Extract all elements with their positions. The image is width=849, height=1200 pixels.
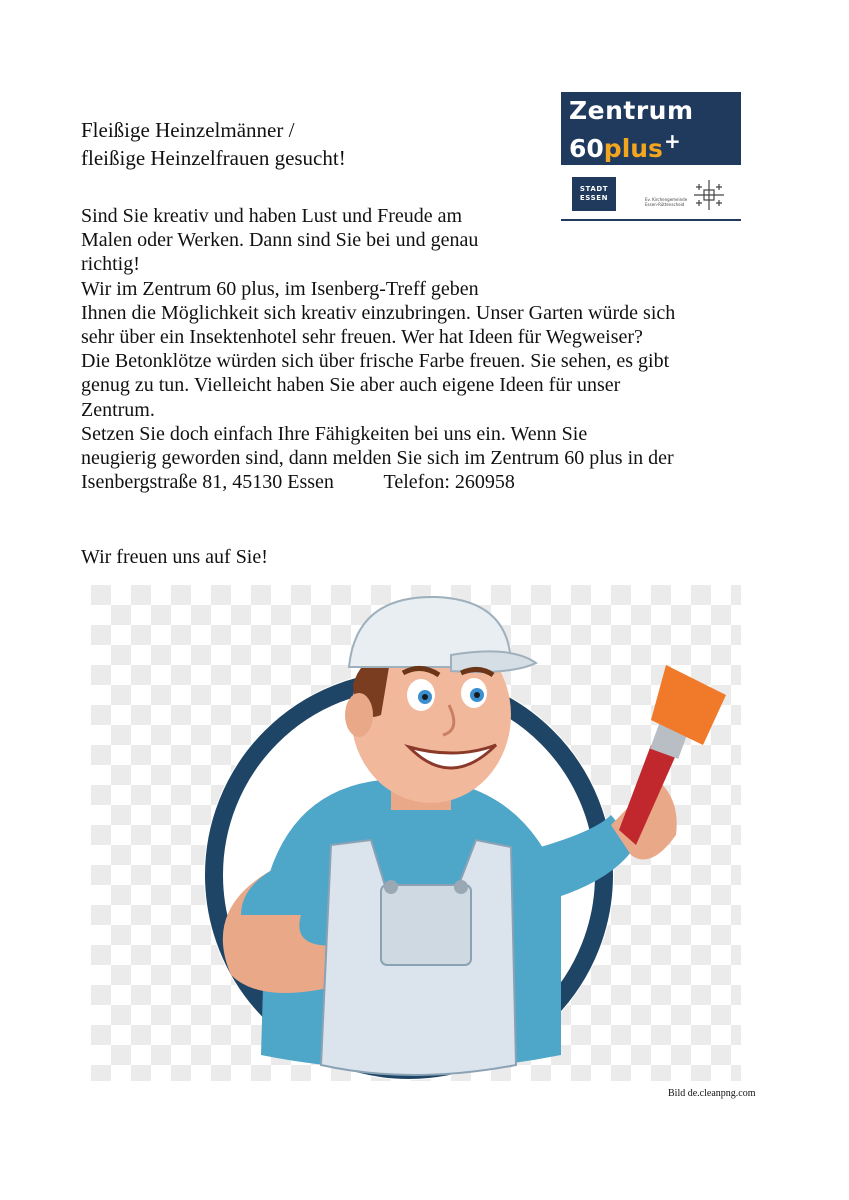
title-line-1: Fleißige Heinzelmänner / bbox=[81, 118, 295, 142]
body-line: Sind Sie kreativ und haben Lust und Freude am bbox=[81, 205, 463, 227]
body-text bbox=[81, 204, 781, 494]
logo-superscript: + bbox=[663, 129, 681, 153]
body-line: Setzen Sie doch einfach Ihre Fähigkeiten bei uns ein. Wenn Sie bbox=[81, 422, 588, 445]
body-line: neugierig geworden sind, dann melden Sie sich im Zentrum 60 plus in der bbox=[81, 447, 674, 470]
body-line: Isenbergstraße 81, 45130 Essen Telefon: 260958 bbox=[81, 471, 515, 494]
logo-plus-text: plus bbox=[603, 134, 663, 163]
church-line-1: Ev. Kirchengemeinde bbox=[645, 197, 688, 202]
logo-number: 60 bbox=[569, 134, 604, 163]
body-line: Die Betonklötze würden sich über frische Farbe freuen. Sie sehen, es gibt bbox=[81, 350, 670, 373]
body-line: Ihnen die Möglichkeit sich kreativ einzubringen. Unser Garten würde sich bbox=[81, 301, 676, 324]
logo-banner bbox=[561, 92, 741, 165]
zentrum-60plus-logo bbox=[561, 92, 741, 222]
body-line: Wir im Zentrum 60 plus, im Isenberg-Treff geben bbox=[81, 277, 479, 300]
body-line: richtig! bbox=[81, 253, 140, 276]
body-line: sehr über ein Insektenhotel sehr freuen. Wer hat Ideen für Wegweiser? bbox=[81, 326, 643, 349]
closing-line: Wir freuen uns auf Sie! bbox=[81, 546, 268, 568]
logo-subtitle bbox=[569, 126, 681, 164]
body-line: genug zu tun. Vielleicht haben Sie aber auch eigene Ideen für unser bbox=[81, 374, 621, 397]
logo-title: Zentrum bbox=[569, 96, 694, 125]
body-line: Zentrum. bbox=[81, 398, 155, 421]
painter-illustration bbox=[91, 585, 741, 1081]
page-title bbox=[81, 116, 346, 172]
city-line-1: STADT bbox=[579, 185, 609, 193]
title-line-2: fleißige Heinzelfrauen gesucht! bbox=[81, 146, 346, 170]
image-credit: Bild de.cleanpng.com bbox=[668, 1088, 756, 1099]
body-line: Malen oder Werken. Dann sind Sie bei und genau bbox=[81, 229, 479, 252]
church-line-2: Essen-Rüttenscheid bbox=[645, 202, 685, 207]
city-line-2: ESSEN bbox=[579, 194, 609, 202]
